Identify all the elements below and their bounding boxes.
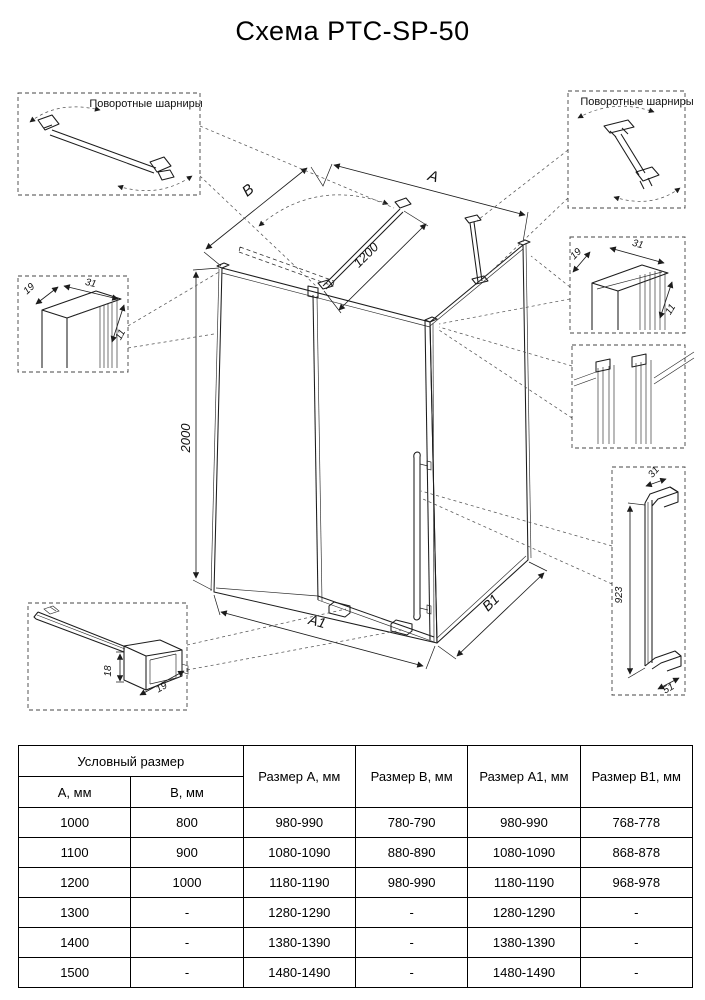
col-header-size-b: Размер В, мм: [355, 746, 467, 808]
cell: 1280-1290: [243, 898, 355, 928]
cell: 1380-1390: [468, 928, 580, 958]
size-table: [18, 745, 693, 988]
cell: 1000: [131, 868, 243, 898]
detail-hinges-left: [18, 93, 203, 195]
cell: 980-990: [243, 808, 355, 838]
handle-dim-923: 923: [614, 586, 625, 604]
detail-wall-profile-left: [18, 276, 128, 372]
detail-bottom-rail: [28, 603, 188, 710]
cell: -: [355, 898, 467, 928]
dim-height: 2000: [178, 423, 193, 453]
table-row: [19, 838, 693, 868]
cell: 968-978: [580, 868, 692, 898]
handle-dim-51: 51: [661, 681, 677, 697]
profile-left-dim-11: 11: [113, 327, 129, 342]
rail-dim-19: 19: [154, 680, 170, 696]
cell: 1380-1390: [243, 928, 355, 958]
col-header-size-b1: Размер В1, мм: [580, 746, 692, 808]
cell: 1280-1290: [468, 898, 580, 928]
cell: 1080-1090: [468, 838, 580, 868]
cell: 1500: [19, 958, 131, 988]
cell: 868-878: [580, 838, 692, 868]
cell: 880-890: [355, 838, 467, 868]
cell: 800: [131, 808, 243, 838]
table-row: [19, 928, 693, 958]
subcol-header-b: В, мм: [131, 777, 243, 808]
cell: 1180-1190: [243, 868, 355, 898]
dim-A1: A1: [306, 611, 328, 632]
dim-bar-length: 1200: [350, 239, 382, 271]
dim-A: A: [426, 167, 441, 187]
cell: 900: [131, 838, 243, 868]
leader-lines: [128, 126, 612, 670]
cell: 1480-1490: [243, 958, 355, 988]
col-header-size-a: Размер А, мм: [243, 746, 355, 808]
page-title: Схема PTC-SP-50: [235, 16, 470, 46]
profile-right-dim-11: 11: [663, 302, 679, 317]
profile-right-dim-31: 31: [630, 237, 645, 252]
cell: -: [131, 958, 243, 988]
table-row: [19, 898, 693, 928]
cell: -: [580, 958, 692, 988]
dim-B: B: [238, 180, 258, 201]
cell: 1300: [19, 898, 131, 928]
cell: -: [580, 898, 692, 928]
table-row: [19, 958, 693, 988]
handle-dim-31: 31: [646, 464, 662, 481]
cell: 1180-1190: [468, 868, 580, 898]
dim-B1: B1: [478, 590, 503, 615]
detail-handle: [612, 465, 685, 697]
cell: 768-778: [580, 808, 692, 838]
cell: 980-990: [355, 868, 467, 898]
shower-enclosure: [211, 195, 531, 643]
cell: 1480-1490: [468, 958, 580, 988]
cell: 1000: [19, 808, 131, 838]
table-header-row: [19, 746, 693, 777]
table-row: [19, 868, 693, 898]
detail-hinges-right: [568, 91, 694, 208]
cell: -: [355, 928, 467, 958]
detail-wall-profile-right: [568, 237, 685, 333]
cell: -: [580, 928, 692, 958]
hinges-left-label: Поворотные шарниры: [89, 98, 203, 110]
main-dimensions: [178, 164, 547, 669]
support-bar-right: [465, 215, 488, 284]
cell: 1100: [19, 838, 131, 868]
col-header-size-a1: Размер А1, мм: [468, 746, 580, 808]
cell: 780-790: [355, 808, 467, 838]
cell: -: [131, 898, 243, 928]
profile-left-dim-31: 31: [83, 276, 98, 291]
cell: -: [131, 928, 243, 958]
hinges-right-label: Поворотные шарниры: [580, 96, 694, 108]
cell: -: [355, 958, 467, 988]
table-row: [19, 808, 693, 838]
cell: 980-990: [468, 808, 580, 838]
profile-right-dim-19: 19: [568, 246, 585, 263]
support-bar: [308, 198, 411, 298]
cell: 1200: [19, 868, 131, 898]
detail-glass-joint: [572, 345, 694, 448]
cell: 1400: [19, 928, 131, 958]
bar-swing-ghost: [239, 195, 388, 286]
profile-left-dim-19: 19: [21, 281, 38, 297]
col-header-nominal: Условный размер: [19, 746, 244, 777]
cell: 1080-1090: [243, 838, 355, 868]
rail-dim-18: 18: [103, 665, 114, 677]
subcol-header-a: А, мм: [19, 777, 131, 808]
